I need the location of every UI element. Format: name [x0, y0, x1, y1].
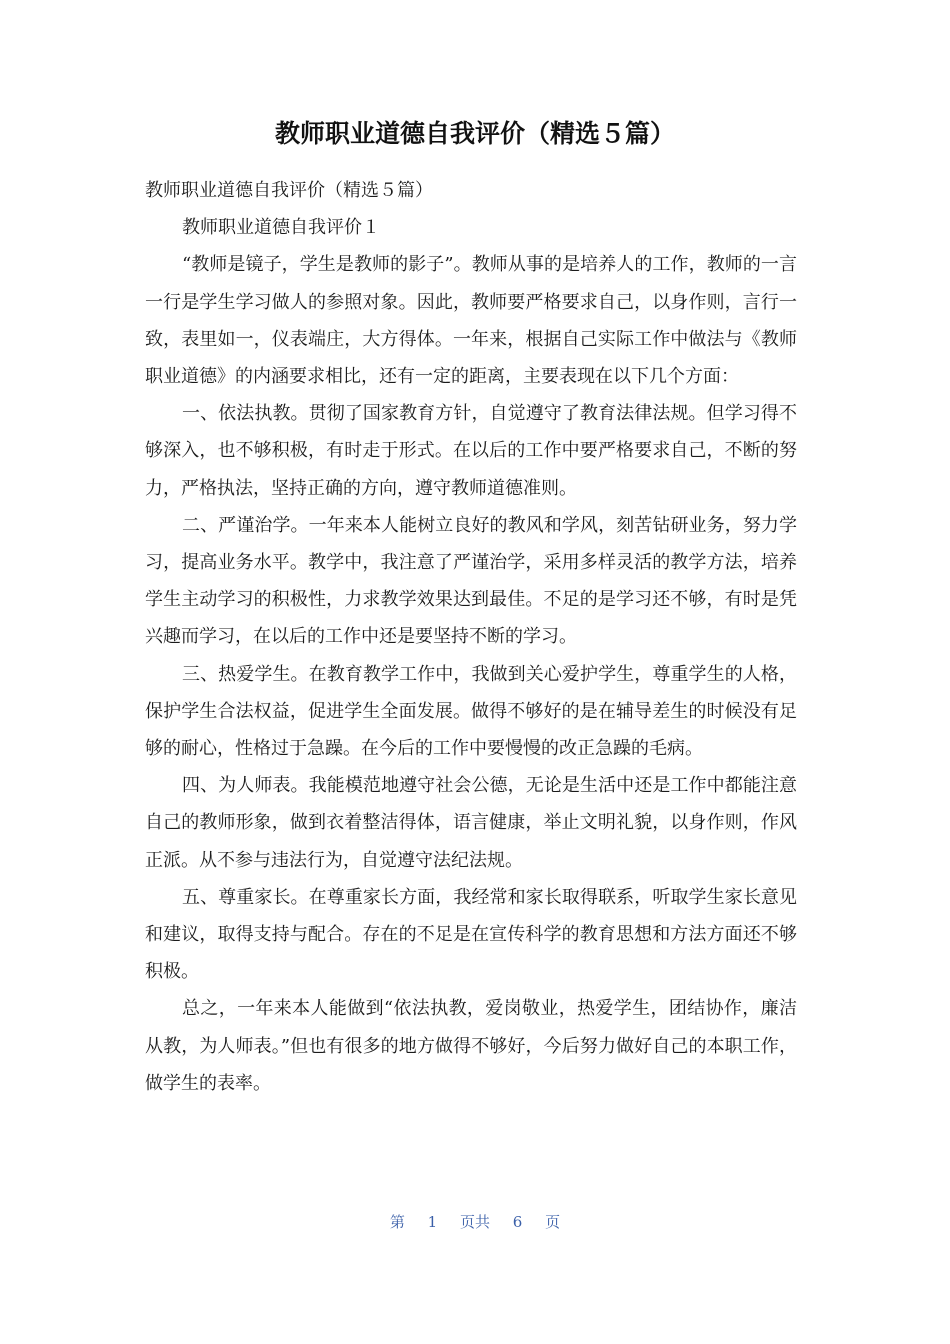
document-title: 教师职业道德自我评价（精选５篇） [274, 119, 675, 148]
footer-page-suffix: 页 [545, 1213, 561, 1231]
page-footer [0, 1208, 950, 1236]
paragraph-point-3: 三、热爱学生。在教育教学工作中，我做到关心爱护学生，尊重学生的人格，保护学生合法权益，促进学生全面发展。做得不够好的是在辅导差生的时候没有足够的耐心，性格过于急躁。在今后的工作中要慢慢的改正急躁的毛病。 [145, 663, 797, 760]
document-body [145, 172, 797, 1102]
footer-total-pages: 6 [512, 1213, 523, 1231]
footer-page-prefix: 第 [389, 1213, 405, 1231]
paragraph-point-5: 五、尊重家长。在尊重家长方面，我经常和家长取得联系，听取学生家长意见和建议，取得支持与配合。存在的不足是在宣传科学的教育思想和方法方面还不够积极。 [145, 886, 797, 983]
paragraph-point-4: 四、为人师表。我能模范地遵守社会公德，无论是生活中还是工作中都能注意自己的教师形象，做到衣着整洁得体，语言健康，举止文明礼貌，以身作则，作风正派。从不参与违法行为，自觉遵守法纪法规。 [145, 775, 797, 871]
footer-page-middle: 页共 [459, 1213, 490, 1231]
paragraph-point-1: 一、依法执教。贯彻了国家教育方针，自觉遵守了教育法律法规。但学习得不够深入，也不够积极，有时走于形式。在以后的工作中要严格要求自己，不断的努力，严格执法，坚持正确的方向，遵守教师道德准则。 [145, 403, 797, 499]
paragraph-intro: “教师是镜子，学生是教师的影子”。教师从事的是培养人的工作，教师的一言一行是学生学习做人的参照对象。因此，教师要严格要求自己，以身作则，言行一致，表里如一，仪表端庄，大方得体。一年来，根据自己实际工作中做法与《教师职业道德》的内涵要求相比，还有一定的距离，主要表现在以下几个方面： [145, 254, 797, 388]
footer-page-number: 1 [427, 1213, 438, 1231]
document-subtitle: 教师职业道德自我评价（精选５篇） [145, 180, 433, 201]
section-heading: 教师职业道德自我评价１ [182, 217, 380, 239]
paragraph-conclusion: 总之，一年来本人能做到“依法执教，爱岗敬业，热爱学生，团结协作，廉洁从教，为人师表。”但也有很多的地方做得不够好，今后努力做好自己的本职工作，做学生的表率。 [145, 998, 797, 1094]
paragraph-point-2: 二、严谨治学。一年来本人能树立良好的教风和学风，刻苦钻研业务，努力学习，提高业务水平。教学中，我注意了严谨治学，采用多样灵活的教学方法，培养学生主动学习的积极性，力求教学效果达到最佳。不足的是学习还不够，有时是凭兴趣而学习，在以后的工作中还是要坚持不断的学习。 [145, 514, 797, 648]
